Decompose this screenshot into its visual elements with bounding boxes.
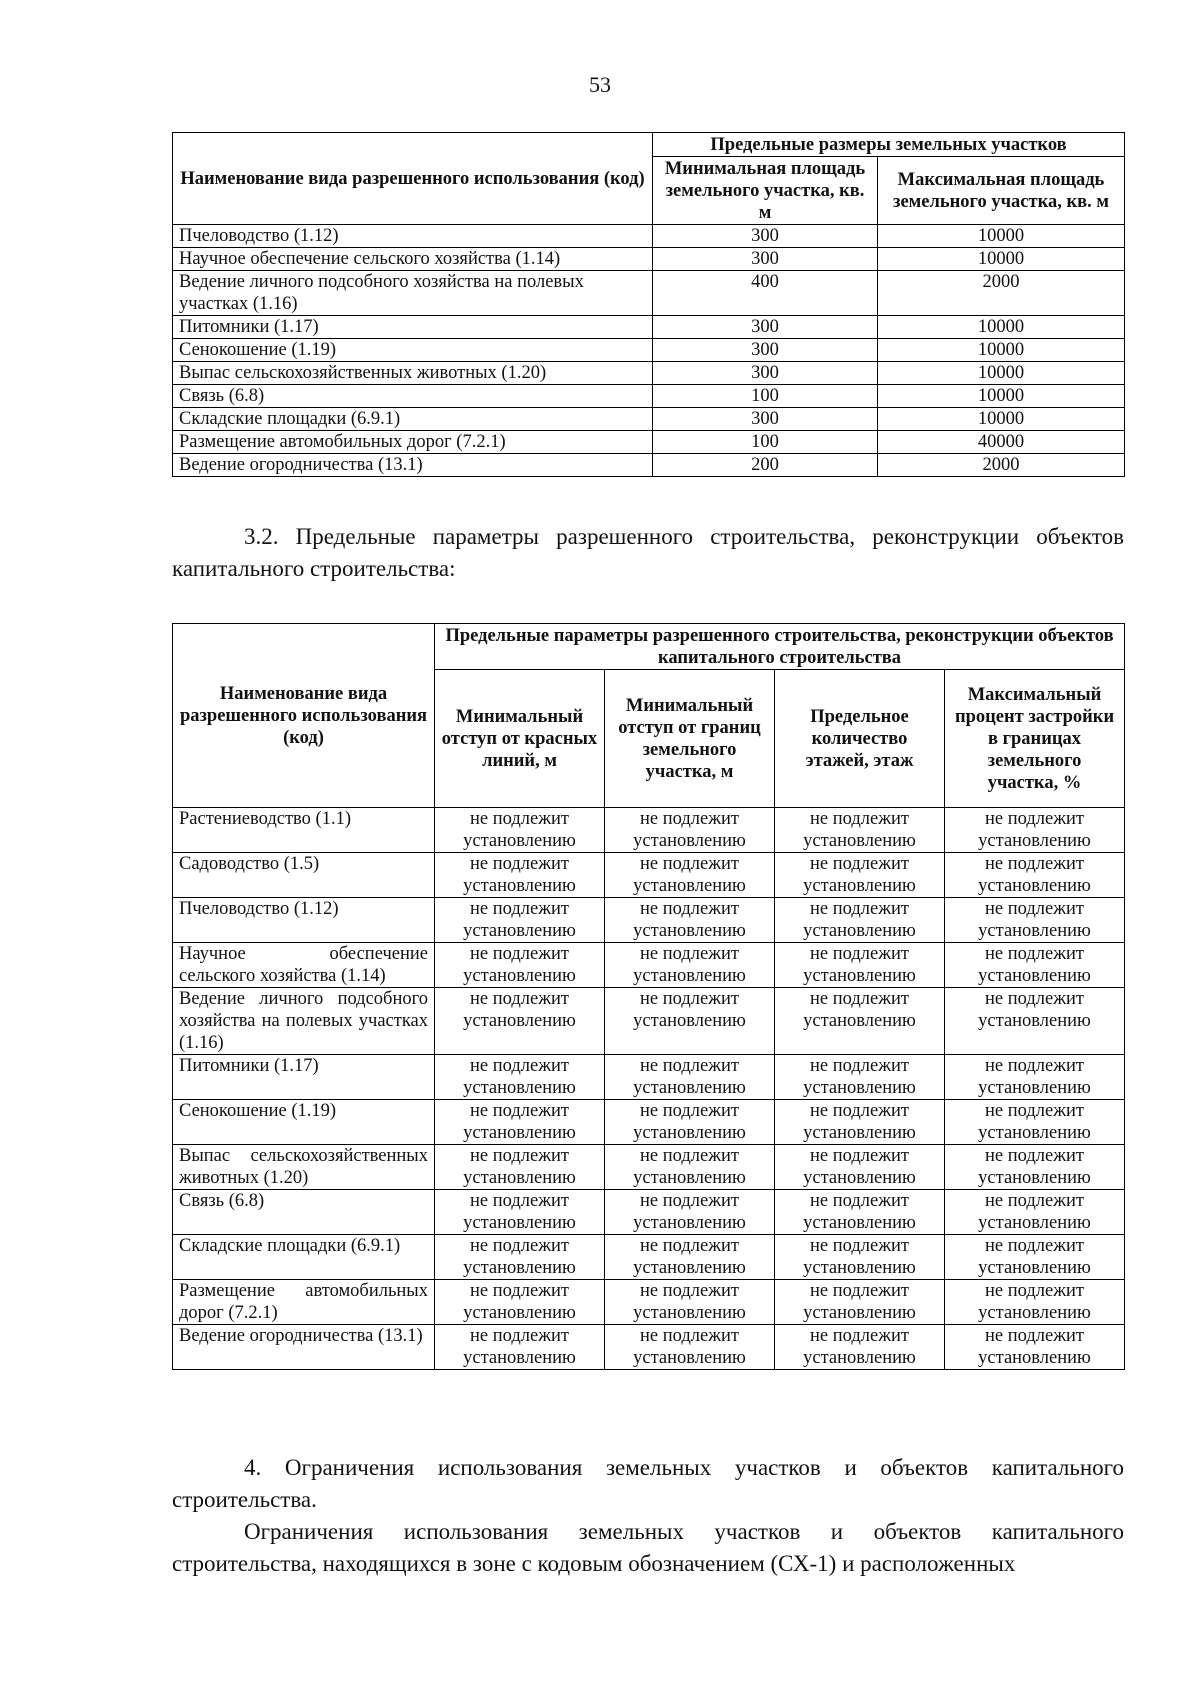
table1-cell-name: Научное обеспечение сельского хозяйства (1.14) bbox=[173, 248, 653, 271]
table2-cell-value: не подлежит установлению bbox=[435, 1325, 605, 1370]
table-row bbox=[173, 225, 1125, 248]
table1-cell-max: 40000 bbox=[878, 431, 1125, 454]
table2-cell-value: не подлежит установлению bbox=[945, 1325, 1125, 1370]
table2-cell-value: не подлежит установлению bbox=[435, 1055, 605, 1100]
paragraph-4-text: Ограничения использования земельных участков и объектов капитального строительства, находящихся в зоне с кодовым обозначением (СХ-1) и расположенных bbox=[172, 1519, 1124, 1576]
paragraph-4-heading: 4. Ограничения использования земельных участков и объектов капитального строительства. bbox=[172, 1455, 1124, 1512]
table1-cell-name: Выпас сельскохозяйственных животных (1.20) bbox=[173, 362, 653, 385]
table1-cell-name: Ведение личного подсобного хозяйства на полевых участках (1.16) bbox=[173, 271, 653, 316]
table2-cell-value: не подлежит установлению bbox=[945, 1100, 1125, 1145]
table2-cell-name: Размещение автомобильных дорог (7.2.1) bbox=[173, 1280, 435, 1325]
table2-header-plot-boundaries: Минимальный отступ от границ земельного участка, м bbox=[605, 670, 775, 808]
table2-cell-name: Научное обеспечение сельского хозяйства (1.14) bbox=[173, 943, 435, 988]
table1-cell-max: 2000 bbox=[878, 454, 1125, 477]
table2-cell-value: не подлежит установлению bbox=[605, 1235, 775, 1280]
table-row bbox=[173, 1325, 1125, 1370]
table2-cell-value: не подлежит установлению bbox=[435, 943, 605, 988]
table1-cell-name: Питомники (1.17) bbox=[173, 316, 653, 339]
table1-cell-max: 10000 bbox=[878, 408, 1125, 431]
table2-cell-value: не подлежит установлению bbox=[945, 898, 1125, 943]
table2-cell-value: не подлежит установлению bbox=[775, 808, 945, 853]
table1-header-name: Наименование вида разрешенного использования (код) bbox=[173, 133, 653, 225]
table2-cell-value: не подлежит установлению bbox=[605, 853, 775, 898]
table2-cell-value: не подлежит установлению bbox=[945, 1055, 1125, 1100]
table2-cell-value: не подлежит установлению bbox=[775, 1145, 945, 1190]
table-row bbox=[173, 431, 1125, 454]
table1-cell-min: 300 bbox=[653, 362, 878, 385]
table1-cell-name: Сенокошение (1.19) bbox=[173, 339, 653, 362]
table1-cell-name: Пчеловодство (1.12) bbox=[173, 225, 653, 248]
table2-cell-value: не подлежит установлению bbox=[435, 853, 605, 898]
table1-header-group: Предельные размеры земельных участков bbox=[653, 133, 1125, 157]
table2-cell-value: не подлежит установлению bbox=[605, 1100, 775, 1145]
table1-cell-min: 300 bbox=[653, 339, 878, 362]
table2-cell-value: не подлежит установлению bbox=[945, 808, 1125, 853]
table2-cell-value: не подлежит установлению bbox=[435, 898, 605, 943]
table-row bbox=[173, 1145, 1125, 1190]
table-row bbox=[173, 385, 1125, 408]
table2-cell-value: не подлежит установлению bbox=[945, 1190, 1125, 1235]
table1-cell-name: Связь (6.8) bbox=[173, 385, 653, 408]
table2-cell-value: не подлежит установлению bbox=[605, 943, 775, 988]
table-row bbox=[173, 853, 1125, 898]
table2-cell-value: не подлежит установлению bbox=[435, 1100, 605, 1145]
table-row bbox=[173, 339, 1125, 362]
table2-cell-name: Садоводство (1.5) bbox=[173, 853, 435, 898]
table-row bbox=[173, 988, 1125, 1055]
table-row bbox=[173, 1055, 1125, 1100]
table2-cell-value: не подлежит установлению bbox=[435, 1190, 605, 1235]
table-row bbox=[173, 1235, 1125, 1280]
table2-header-group: Предельные параметры разрешенного строительства, реконструкции объектов капитального строительства bbox=[435, 624, 1125, 670]
table-row bbox=[173, 271, 1125, 316]
table1-cell-name: Размещение автомобильных дорог (7.2.1) bbox=[173, 431, 653, 454]
table-row bbox=[173, 362, 1125, 385]
table-row bbox=[173, 1280, 1125, 1325]
table1-cell-max: 10000 bbox=[878, 339, 1125, 362]
construction-parameters-table bbox=[172, 623, 1125, 1370]
table2-cell-value: не подлежит установлению bbox=[605, 1190, 775, 1235]
paragraph-3-2: 3.2. Предельные параметры разрешенного строительства, реконструкции объектов капитального строительства: bbox=[172, 524, 1124, 581]
table2-cell-value: не подлежит установлению bbox=[435, 1145, 605, 1190]
table1-cell-max: 10000 bbox=[878, 316, 1125, 339]
table2-cell-value: не подлежит установлению bbox=[945, 943, 1125, 988]
table2-cell-name: Ведение личного подсобного хозяйства на полевых участках (1.16) bbox=[173, 988, 435, 1055]
table2-cell-name: Выпас сельскохозяйственных животных (1.20) bbox=[173, 1145, 435, 1190]
table2-header-build-percent: Максимальный процент застройки в границах земельного участка, % bbox=[945, 670, 1125, 808]
table2-cell-name: Пчеловодство (1.12) bbox=[173, 898, 435, 943]
table2-cell-value: не подлежит установлению bbox=[945, 1280, 1125, 1325]
table2-cell-value: не подлежит установлению bbox=[435, 1235, 605, 1280]
table1-cell-min: 100 bbox=[653, 431, 878, 454]
table2-cell-value: не подлежит установлению bbox=[605, 1055, 775, 1100]
table2-cell-name: Ведение огородничества (13.1) bbox=[173, 1325, 435, 1370]
table1-cell-max: 10000 bbox=[878, 385, 1125, 408]
table2-cell-value: не подлежит установлению bbox=[605, 1145, 775, 1190]
table2-cell-name: Питомники (1.17) bbox=[173, 1055, 435, 1100]
table2-cell-value: не подлежит установлению bbox=[775, 1235, 945, 1280]
table1-header-max: Максимальная площадь земельного участка, кв. м bbox=[878, 157, 1125, 225]
table2-cell-name: Растениеводство (1.1) bbox=[173, 808, 435, 853]
table1-cell-max: 10000 bbox=[878, 362, 1125, 385]
table2-cell-value: не подлежит установлению bbox=[435, 988, 605, 1055]
table2-cell-value: не подлежит установлению bbox=[775, 1055, 945, 1100]
table2-cell-name: Складские площадки (6.9.1) bbox=[173, 1235, 435, 1280]
table2-cell-value: не подлежит установлению bbox=[605, 1325, 775, 1370]
table2-header-name: Наименование вида разрешенного использования (код) bbox=[173, 624, 435, 808]
table2-cell-value: не подлежит установлению bbox=[945, 1145, 1125, 1190]
table2-cell-value: не подлежит установлению bbox=[775, 1280, 945, 1325]
table-row bbox=[173, 248, 1125, 271]
table1-cell-min: 200 bbox=[653, 454, 878, 477]
table2-cell-value: не подлежит установлению bbox=[775, 988, 945, 1055]
table-row bbox=[173, 808, 1125, 853]
table2-cell-value: не подлежит установлению bbox=[605, 898, 775, 943]
table1-cell-min: 300 bbox=[653, 225, 878, 248]
table1-cell-min: 100 bbox=[653, 385, 878, 408]
table2-cell-name: Сенокошение (1.19) bbox=[173, 1100, 435, 1145]
table2-cell-value: не подлежит установлению bbox=[775, 943, 945, 988]
table2-cell-value: не подлежит установлению bbox=[775, 1325, 945, 1370]
table2-cell-value: не подлежит установлению bbox=[945, 1235, 1125, 1280]
table2-cell-value: не подлежит установлению bbox=[605, 808, 775, 853]
table2-cell-value: не подлежит установлению bbox=[775, 1100, 945, 1145]
table-row bbox=[173, 1190, 1125, 1235]
table1-cell-max: 10000 bbox=[878, 225, 1125, 248]
table-row bbox=[173, 408, 1125, 431]
table-row bbox=[173, 454, 1125, 477]
table2-cell-value: не подлежит установлению bbox=[775, 898, 945, 943]
table1-cell-max: 2000 bbox=[878, 271, 1125, 316]
table-row bbox=[173, 1100, 1125, 1145]
table2-cell-value: не подлежит установлению bbox=[945, 853, 1125, 898]
table2-cell-value: не подлежит установлению bbox=[945, 988, 1125, 1055]
table-row bbox=[173, 898, 1125, 943]
table2-cell-value: не подлежит установлению bbox=[775, 853, 945, 898]
table-row bbox=[173, 316, 1125, 339]
table2-header-floors: Предельное количество этажей, этаж bbox=[775, 670, 945, 808]
table2-cell-value: не подлежит установлению bbox=[605, 988, 775, 1055]
table1-cell-max: 10000 bbox=[878, 248, 1125, 271]
table-row bbox=[173, 943, 1125, 988]
table2-cell-value: не подлежит установлению bbox=[605, 1280, 775, 1325]
table1-cell-min: 300 bbox=[653, 316, 878, 339]
table1-header-min: Минимальная площадь земельного участка, кв. м bbox=[653, 157, 878, 225]
table2-cell-value: не подлежит установлению bbox=[775, 1190, 945, 1235]
table1-cell-min: 400 bbox=[653, 271, 878, 316]
table2-cell-value: не подлежит установлению bbox=[435, 808, 605, 853]
table2-cell-value: не подлежит установлению bbox=[435, 1280, 605, 1325]
table1-cell-name: Ведение огородничества (13.1) bbox=[173, 454, 653, 477]
table2-cell-name: Связь (6.8) bbox=[173, 1190, 435, 1235]
page-number: 53 bbox=[589, 72, 611, 97]
land-plot-size-table bbox=[172, 132, 1125, 477]
table1-cell-min: 300 bbox=[653, 248, 878, 271]
table1-cell-name: Складские площадки (6.9.1) bbox=[173, 408, 653, 431]
table2-header-red-lines: Минимальный отступ от красных линий, м bbox=[435, 670, 605, 808]
table1-cell-min: 300 bbox=[653, 408, 878, 431]
